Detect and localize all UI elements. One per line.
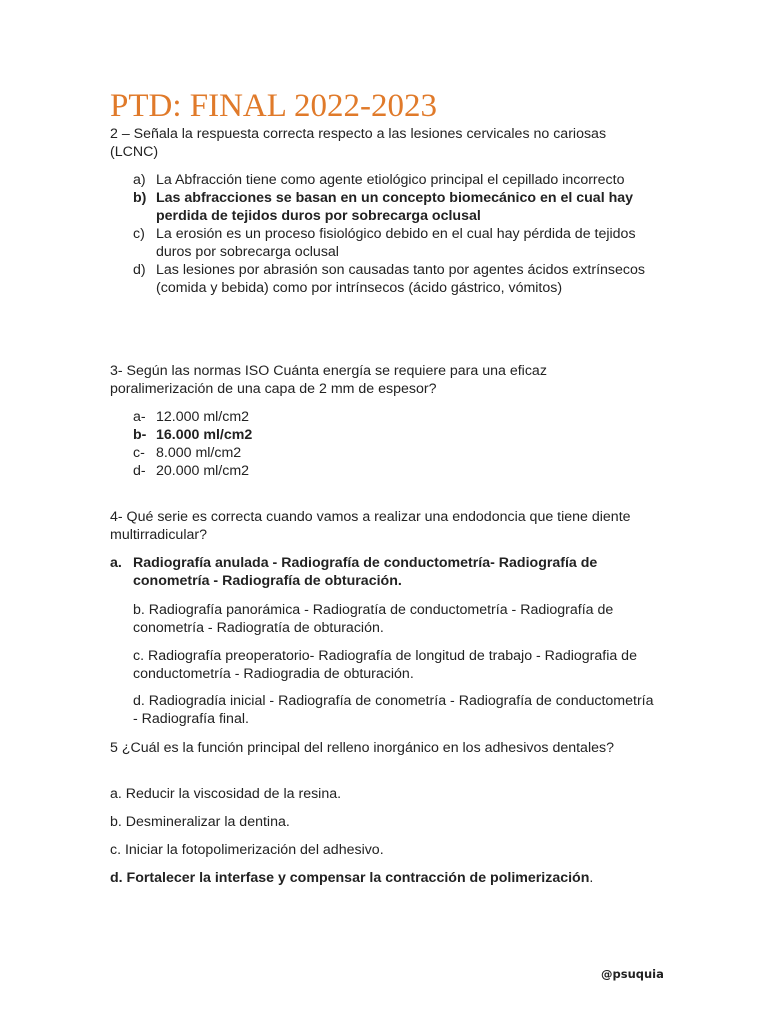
q4-option-b: b. Radiografía panorámica - Radiogratía de conductometría - Radiografía de conometría - Radiogratía de obturación. (133, 602, 614, 636)
q5-option-d-correct (110, 869, 660, 887)
option-text: d. Fortalecer la interfase y compensar la contracción de polimerización (110, 870, 590, 886)
option-marker: a- (133, 409, 146, 425)
q4-option-d: d. Radiogradía inicial - Radiografía de conometría - Radiografía de conductometría - Radiografía final. (133, 693, 654, 727)
q5-option-a: a. Reducir la viscosidad de la resina. (110, 786, 342, 802)
option-marker: d) (133, 262, 146, 278)
option-text: Radiografía anulada - Radiografía de conductometría- Radiografía de conometría - Radiografía de obturación. (133, 555, 598, 589)
q2-option-c (133, 225, 653, 261)
author-signature: @psuquia (601, 967, 664, 981)
option-marker: a) (133, 172, 146, 188)
option-marker: b- (133, 427, 147, 443)
option-text: Las abfracciones se basan en un concepto biomecánico en el cual hay perdida de tejidos duros por sobrecarga oclusal (156, 190, 634, 224)
option-text: La erosión es un proceso fisiológico debido en el cual hay pérdida de tejidos duros por sobrecarga oclusal (156, 226, 636, 260)
q4-option-c: c. Radiografía preoperatorio- Radiografía de longitud de trabajo - Radiografia de conductometría - Radiogradia de obturación. (133, 648, 637, 682)
q3-option-d (133, 462, 653, 480)
option-text: 20.000 ml/cm2 (156, 463, 250, 479)
q4-option-a-correct (110, 554, 655, 590)
question-2-options (133, 171, 653, 297)
q3-option-b-correct (133, 426, 653, 444)
q3-option-a (133, 408, 653, 426)
option-marker: c- (133, 445, 145, 461)
option-marker: c) (133, 226, 145, 242)
question-2: 2 – Señala la respuesta correcta respecto a las lesiones cervicales no cariosas (LCNC) (110, 126, 607, 160)
option-text: 12.000 ml/cm2 (156, 409, 250, 425)
question-5: 5 ¿Cuál es la función principal del relleno inorgánico en los adhesivos dentales? (110, 740, 614, 756)
q2-option-a (133, 171, 653, 189)
q5-option-c: c. Iniciar la fotopolimerización del adhesivo. (110, 842, 384, 858)
q2-option-d (133, 261, 653, 297)
option-marker: b) (133, 190, 147, 206)
question-3-options (133, 408, 653, 480)
option-punctuation: . (589, 870, 594, 886)
q2-option-b-correct (133, 189, 653, 225)
option-marker: a. (110, 555, 122, 571)
option-marker: d- (133, 463, 146, 479)
option-text: 16.000 ml/cm2 (156, 427, 253, 443)
question-3: 3- Según las normas ISO Cuánta energía se requiere para una eficaz poralimerización de una capa de 2 mm de espesor? (110, 363, 547, 397)
option-text: 8.000 ml/cm2 (156, 445, 242, 461)
document-title: PTD: FINAL 2022-2023 (110, 88, 437, 124)
option-text: La Abfracción tiene como agente etiológico principal el cepillado incorrecto (156, 172, 625, 188)
question-4: 4- Qué serie es correcta cuando vamos a realizar una endodoncia que tiene diente multirradicular? (110, 509, 631, 543)
q5-option-b: b. Desmineralizar la dentina. (110, 814, 290, 830)
option-text: Las lesiones por abrasión son causadas tanto por agentes ácidos extrínsecos (comida y bebida) como por intrínsecos (ácido gástrico, vómitos) (156, 262, 645, 296)
q3-option-c (133, 444, 653, 462)
